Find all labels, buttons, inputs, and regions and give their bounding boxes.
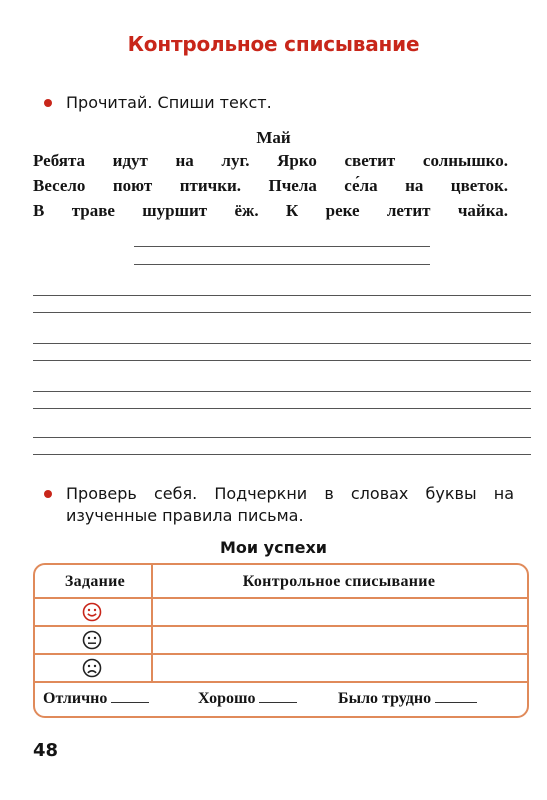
writing-line[interactable]: [33, 391, 531, 392]
row-divider: [35, 653, 527, 655]
writing-line[interactable]: [33, 408, 531, 409]
writing-line[interactable]: [33, 343, 531, 344]
writing-line[interactable]: [33, 295, 531, 296]
success-title: Мои успехи: [219, 538, 328, 557]
writing-line[interactable]: [33, 312, 531, 313]
success-table: [33, 563, 529, 718]
bullet-icon: [44, 490, 52, 498]
text-line: Ребята идут на луг. Ярко светит солнышко.: [33, 151, 508, 170]
text-title: Май: [256, 128, 291, 147]
writing-line[interactable]: [33, 437, 531, 438]
writing-line[interactable]: [134, 246, 430, 247]
bullet-icon: [44, 99, 52, 107]
writing-line[interactable]: [134, 264, 430, 265]
task-instruction-1: [44, 92, 504, 114]
rating-excellent[interactable]: [43, 690, 149, 708]
column-header-work: Контрольное списывание: [242, 573, 436, 590]
row-divider: [35, 597, 527, 599]
smile-icon[interactable]: [82, 602, 102, 622]
task-text: Прочитай. Спиши текст.: [66, 93, 272, 112]
page-number: 48: [33, 740, 59, 761]
rating-label: Хорошо: [198, 690, 256, 707]
writing-line[interactable]: [33, 360, 531, 361]
rating-hard[interactable]: [338, 690, 477, 708]
neutral-face-icon[interactable]: [82, 630, 102, 650]
text-line: Весело поют птички. Пчела се́ла на цветок.: [33, 176, 508, 195]
rating-label: Было трудно: [338, 690, 432, 707]
sad-face-icon[interactable]: [82, 658, 102, 678]
row-divider: [35, 625, 527, 627]
rating-good[interactable]: [198, 690, 297, 708]
page-title: Контрольное списывание: [127, 32, 420, 56]
row-divider: [35, 681, 527, 683]
column-header-task: Задание: [64, 573, 126, 590]
column-divider: [151, 565, 153, 681]
text-line: В траве шуршит ёж. К реке летит чайка.: [33, 201, 508, 220]
task-instruction-2: [44, 483, 514, 527]
task-text: Проверь себя. Подчеркни в словах буквы на изученные правила письма.: [66, 484, 514, 525]
writing-line[interactable]: [33, 454, 531, 455]
text-body: [33, 148, 508, 223]
rating-label: Отлично: [43, 690, 108, 707]
